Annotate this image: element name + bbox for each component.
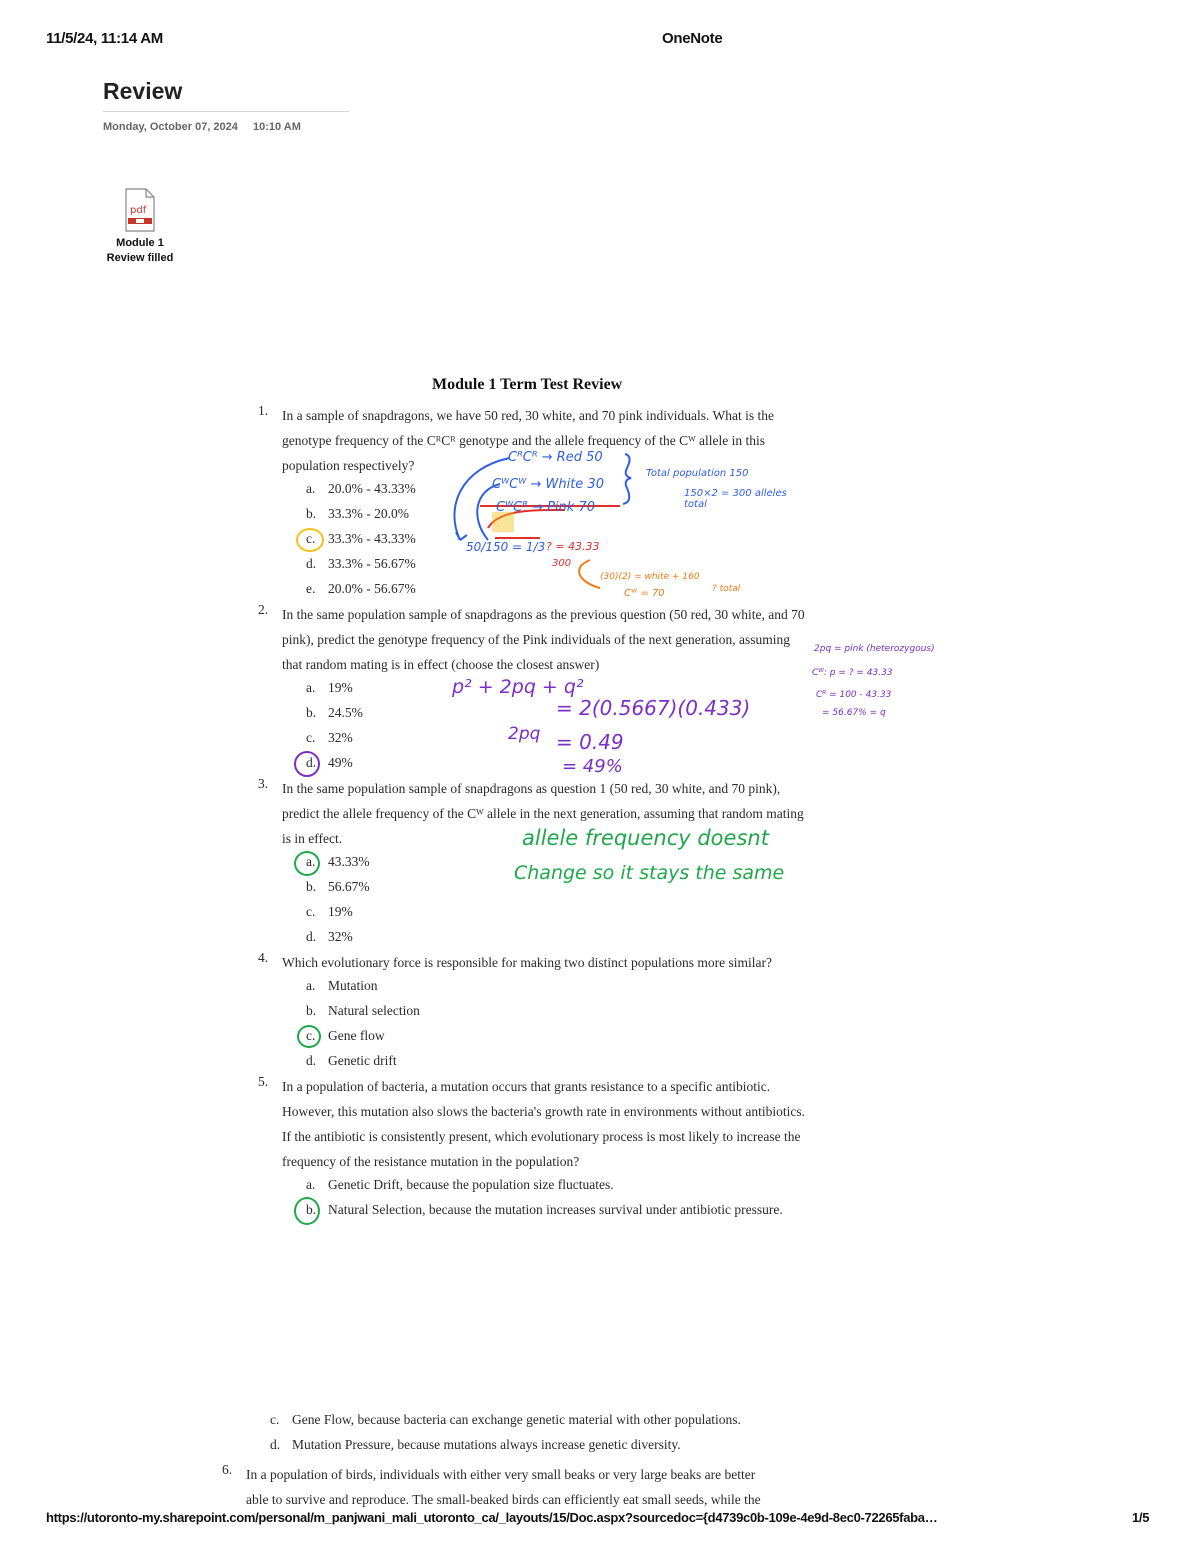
question-text: [246, 1462, 826, 1512]
option-text: 32%: [328, 730, 353, 745]
q2-option-a: [306, 680, 353, 696]
page-counter: 1/5: [1132, 1510, 1150, 1525]
option-text: 19%: [328, 680, 353, 695]
attachment-name-line2: Review filled: [106, 252, 174, 264]
q4-option-b: [306, 1003, 420, 1019]
option-letter: b.: [306, 879, 317, 894]
q3-option-b: [306, 879, 370, 895]
q2-note-hw-eq: p² + 2pq + q²: [452, 676, 584, 698]
q2-side-note-3: Cᴿ = 100 - 43.33: [816, 690, 892, 700]
question-number: 2.: [258, 602, 269, 617]
option-letter: d.: [270, 1437, 281, 1452]
q3-option-d: [306, 929, 353, 945]
page-time: 10:10 AM: [252, 121, 301, 133]
app-name: OneNote: [662, 30, 723, 47]
q5-option-b: [306, 1202, 783, 1218]
option-text: 33.3% - 56.67%: [328, 556, 416, 571]
option-text: 32%: [328, 929, 353, 944]
question-line: In a population of bacteria, a mutation occurs that grants resistance to a specific antibiotic.: [282, 1079, 771, 1094]
q5-option-a: [306, 1177, 614, 1193]
option-text: Natural selection: [328, 1003, 420, 1018]
q1-note-total2: ? total: [712, 584, 741, 594]
answer-circle-q3: [294, 851, 320, 876]
option-text: 33.3% - 20.0%: [328, 506, 409, 521]
option-text: Gene Flow, because bacteria can exchange genetic material with other populations.: [292, 1412, 741, 1427]
print-datetime: 11/5/24, 11:14 AM: [46, 30, 163, 47]
option-letter: d.: [306, 755, 317, 770]
q3-option-c: [306, 904, 353, 920]
option-text: Mutation Pressure, because mutations always increase genetic diversity.: [292, 1437, 681, 1452]
option-letter: d.: [306, 1053, 317, 1068]
page-date: Monday, October 07, 2024: [103, 121, 238, 133]
q1-note-pink: CᵂCᴿ → Pink 70: [496, 500, 595, 515]
option-text: Genetic Drift, because the population size fluctuates.: [328, 1177, 614, 1192]
option-text: 43.33%: [328, 854, 370, 869]
question-line: able to survive and reproduce. The small-beaked birds can efficiently eat small seeds, while the: [246, 1492, 761, 1507]
answer-circle-q2: [294, 751, 320, 777]
q2-note-2pq: 2pq: [508, 724, 541, 744]
option-letter: c.: [306, 904, 316, 919]
q1-note-denominator: 300: [552, 558, 572, 569]
option-text: 24.5%: [328, 705, 363, 720]
q1-note-fraction: 50/150 = 1/3: [466, 540, 546, 554]
q5-option-d: [270, 1437, 681, 1453]
option-letter: c.: [306, 531, 316, 546]
question-line: genotype frequency of the CᴿCᴿ genotype and the allele frequency of the Cᵂ allele in this: [282, 433, 766, 448]
option-letter: c.: [270, 1412, 280, 1427]
q1-note-total: Total population 150: [646, 468, 749, 479]
q2-note-calc2: = 0.49: [556, 730, 624, 754]
page-url: https://utoronto-my.sharepoint.com/personal/m_panjwani_mali_utoronto_ca/_layouts/15/Doc.aspx?sourcedoc={d4739c0b-109e-4e9d-8ec0-72265faba…: [46, 1508, 1116, 1525]
q1-note-allele-calc: ? = 43.33: [546, 540, 600, 553]
option-text: 19%: [328, 904, 353, 919]
question-number: 1.: [258, 403, 269, 418]
q2-option-b: [306, 705, 363, 721]
title-divider: [103, 111, 349, 112]
q5-option-c: [270, 1412, 741, 1428]
attachment-name-line1: Module 1: [116, 237, 164, 249]
question-line: In the same population sample of snapdragons as question 1 (50 red, 30 white, and 70 pink),: [282, 781, 781, 796]
question-line: pink), predict the genotype frequency of the Pink individuals of the next generation, assuming: [282, 632, 790, 647]
option-text: 33.3% - 43.33%: [328, 531, 416, 546]
question-line: predict the allele frequency of the Cᵂ allele in the next generation, assuming that random mating: [282, 806, 804, 821]
option-letter: b.: [306, 1202, 317, 1217]
q1-note-whites: (30)(2) = white + 160: [600, 572, 700, 582]
q2-side-note-2: Cᵂ: p = ? = 43.33: [812, 668, 893, 678]
question-line: In a population of birds, individuals with either very small beaks or very large beaks are better: [246, 1467, 756, 1482]
q2-option-c: [306, 730, 353, 746]
question-line: population respectively?: [282, 458, 415, 473]
pdf-attachment[interactable]: [100, 188, 180, 266]
question-text: [282, 602, 842, 677]
option-letter: a.: [306, 854, 316, 869]
q3-note-line1: allele frequency doesnt: [522, 826, 769, 850]
option-letter: b.: [306, 705, 317, 720]
option-letter: b.: [306, 1003, 317, 1018]
question-number: 4.: [258, 950, 269, 965]
q1-option-a: [306, 481, 416, 497]
question-line: that random mating is in effect (choose the closest answer): [282, 657, 600, 672]
q1-annotation-strokes: [440, 448, 660, 608]
option-letter: a.: [306, 481, 316, 496]
question-line: In a sample of snapdragons, we have 50 red, 30 white, and 70 pink individuals. What is the: [282, 408, 775, 423]
option-letter: a.: [306, 978, 316, 993]
answer-circle-q5: [294, 1197, 320, 1225]
option-letter: a.: [306, 1177, 316, 1192]
option-letter: b.: [306, 506, 317, 521]
question-number: 6.: [222, 1462, 233, 1477]
svg-text:pdf: pdf: [130, 205, 147, 216]
q1-option-e: [306, 581, 416, 597]
option-text: 56.67%: [328, 879, 370, 894]
option-letter: c.: [306, 730, 316, 745]
option-letter: c.: [306, 1028, 316, 1043]
q2-note-calc1: = 2(0.5667)(0.433): [556, 696, 751, 720]
page-meta: [103, 121, 313, 133]
q1-note-red: CᴿCᴿ → Red 50: [508, 450, 603, 465]
option-text: 49%: [328, 755, 353, 770]
q2-note-calc3: = 49%: [562, 756, 623, 777]
q3-note-line2: Change so it stays the same: [514, 862, 785, 884]
option-text: Natural Selection, because the mutation increases survival under antibiotic pressure.: [328, 1202, 783, 1217]
answer-circle-q1: [296, 528, 324, 552]
pdf-file-icon: [123, 188, 157, 232]
q4-option-a: [306, 978, 378, 994]
question-text: [282, 1074, 842, 1174]
question-line: However, this mutation also slows the bacteria's growth rate in environments without antibiotics.: [282, 1104, 806, 1119]
question-line: frequency of the resistance mutation in the population?: [282, 1154, 580, 1169]
option-letter: a.: [306, 680, 316, 695]
option-text: 20.0% - 43.33%: [328, 481, 416, 496]
q1-note-cw: Cᵂ = 70: [624, 588, 665, 599]
option-letter: d.: [306, 556, 317, 571]
option-text: Genetic drift: [328, 1053, 397, 1068]
q2-side-note-1: 2pq = pink (heterozygous): [814, 644, 935, 654]
question-number: 3.: [258, 776, 269, 791]
option-text: Gene flow: [328, 1028, 385, 1043]
question-text: [282, 950, 842, 975]
answer-circle-q4: [297, 1025, 321, 1048]
option-letter: e.: [306, 581, 316, 596]
question-line: In the same population sample of snapdragons as the previous question (50 red, 30 white, and 70: [282, 607, 805, 622]
option-text: Mutation: [328, 978, 378, 993]
doc-title: Module 1 Term Test Review: [432, 376, 623, 393]
option-letter: d.: [306, 929, 317, 944]
q1-note-alleles: 150×2 = 300 alleles total: [684, 488, 787, 510]
question-line: is in effect.: [282, 831, 343, 846]
question-line: Which evolutionary force is responsible for making two distinct populations more similar?: [282, 955, 773, 970]
q1-note-white: CᵂCᵂ → White 30: [492, 477, 604, 492]
q2-side-note-4: = 56.67% = q: [822, 708, 886, 718]
question-line: If the antibiotic is consistently present, which evolutionary process is most likely to increase the: [282, 1129, 801, 1144]
option-text: 20.0% - 56.67%: [328, 581, 416, 596]
q1-option-d: [306, 556, 416, 572]
q4-option-d: [306, 1053, 397, 1069]
question-number: 5.: [258, 1074, 269, 1089]
page-title: Review: [103, 78, 183, 104]
q1-option-b: [306, 506, 409, 522]
